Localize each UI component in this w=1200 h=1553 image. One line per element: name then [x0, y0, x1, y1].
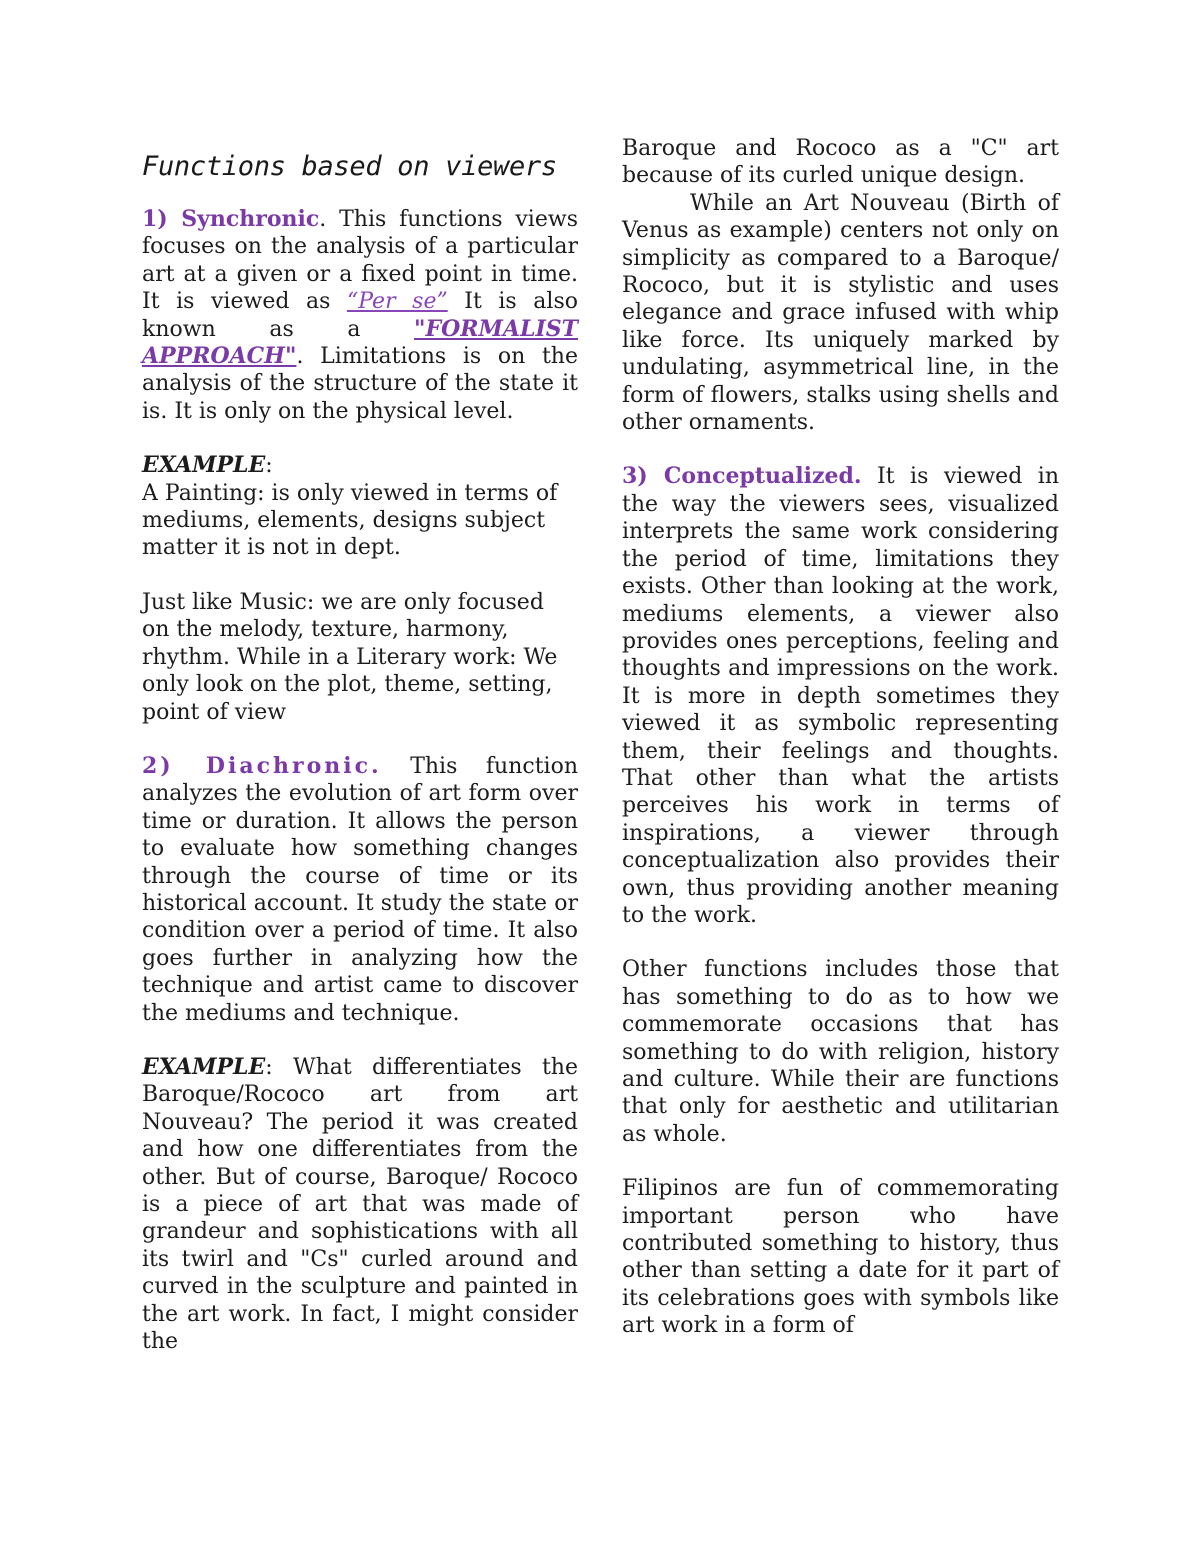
synchronic-text-3: . Limitations is on the analysis of the structure of the state it is. It is only on the physical level. [142, 344, 578, 424]
art-nouveau-paragraph [622, 190, 1059, 437]
synchronic-text-2: It is also known as a [142, 289, 578, 342]
example-2-paragraph [142, 1054, 578, 1355]
filipinos-paragraph: Filipinos are fun of commemorating important person who have contributed something to history, thus other than setting a date for it part of its celebrations goes with symbols like art work in a form of [622, 1176, 1059, 1339]
formalist-approach-link[interactable]: "FORMALIST APPROACH" [142, 315, 578, 370]
conceptualized-term: 3) Conceptualized. [622, 463, 862, 490]
baroque-continuation: Baroque and Rococo as a "C" art because of its curled unique design. [622, 136, 1059, 189]
synchronic-term: 1) Synchronic [142, 206, 320, 232]
section-heading: Functions based on viewers [142, 151, 557, 182]
example-2-text: : What differentiates the Baroque/Rococo art from art Nouveau? The period it was created and how one differentiates from the other. But of course, Baroque/ Rococo is a piece of art that was made of grandeur and sophistications with all its twirl and "Cs" curled around and curved in the sculpture and painted in the art work. In fact, I might consider the [142, 1054, 578, 1355]
example-1-label: EXAMPLE [142, 452, 266, 479]
music-paragraph: Just like Music: we are only focused on the melody, texture, harmony, rhythm. While in a Literary work: We only look on the plot, theme, setting, point of view [142, 589, 558, 725]
diachronic-paragraph [142, 753, 578, 1027]
conceptualized-paragraph [622, 463, 1059, 929]
conceptualized-text: It is viewed in the way the viewers sees, visualized interprets the same work considering the period of time, limitations they exists. Other than looking at the work, mediums elements, a viewer also provides ones perceptions, feeling and thoughts and impressions on the work. It is more in depth sometimes they viewed it as symbolic representing them, their feelings and thoughts. That other than what the artists perceives his work in terms of inspirations, a viewer through conceptualization also provides their own, thus providing another meaning to the work. [622, 464, 1059, 928]
synchronic-text-1: . This functions views focuses on the analysis of a particular art at a given or a fixed point in time. It is viewed as [142, 207, 578, 315]
diachronic-term: 2) Diachronic. [142, 752, 382, 779]
right-column [622, 135, 1059, 1340]
example-2-label: EXAMPLE [142, 1053, 266, 1080]
synchronic-paragraph [142, 206, 578, 425]
art-nouveau-text: While an Art Nouveau (Birth of Venus as example) centers not only on simplicity as compared to a Baroque/ Rococo, but it is stylistic and uses elegance and grace infused with whip like force. Its uniquely marked by undulating, asymmetrical line, in the form of flowers, stalks using shells and other ornaments. [622, 190, 1059, 436]
example-1-colon: : [265, 453, 273, 479]
diachronic-text: This function analyzes the evolution of art form over time or duration. It allows the person to evaluate how something changes through the course of time or its historical account. It study the state or condition over a period of time. It also goes further in analyzing how the technique and artist came to discover the mediums and technique. [142, 753, 578, 1026]
left-column [142, 150, 578, 1355]
per-se-link[interactable]: “Per se” [346, 289, 448, 315]
example-1-text: A Painting: is only viewed in terms of mediums, elements, designs subject matter it is not in dept. [142, 480, 558, 561]
other-functions-paragraph: Other functions includes those that has something to do as to how we commemorate occasions that has something to do with religion, history and culture. While their are functions that only for aesthetic and utilitarian as whole. [622, 957, 1059, 1147]
example-1-paragraph [142, 452, 578, 562]
